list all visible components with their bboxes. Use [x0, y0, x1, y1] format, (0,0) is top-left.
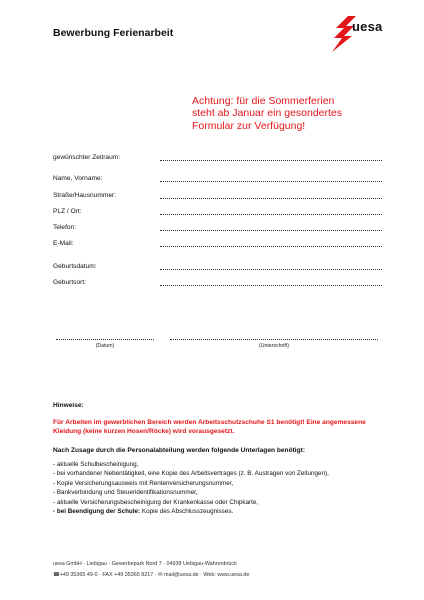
list-item [53, 507, 383, 516]
logo-wordmark: uesa [352, 19, 383, 34]
field-label-telefon: Telefon: [53, 224, 77, 231]
field-input-geburtsdatum[interactable] [160, 269, 382, 270]
date-caption: (Datum) [95, 343, 115, 349]
notice-line: Achtung: für die Sommerferien [192, 95, 335, 107]
list-item: - aktuelle Schulbescheinigung, [53, 461, 139, 468]
safety-shoes-note: Für Arbeiten im gewerblichen Bereich werden Arbeitsschutzschuhe S1 benötigt! Eine angemessene Kleidung (keine kurzen Hosen/Röcke) wird vorausgesetzt. [53, 419, 366, 436]
list-item: - Kopie Versicherungsausweis mit Rentenversicherungsnummer, [53, 479, 234, 487]
date-line[interactable] [56, 339, 154, 340]
field-label-geburtsdatum: Geburtsdatum: [53, 263, 97, 270]
field-label-name: Name, Vorname: [53, 175, 103, 182]
field-label-email: E-Mail: [53, 240, 74, 247]
field-label-geburtsort: Geburtsort: [53, 279, 86, 286]
list-item: - aktuelle Versicherungsbescheinigung der Krankenkasse oder Chipkarte, [53, 498, 259, 506]
required-documents-list [53, 460, 383, 516]
notice-line: steht ab Januar ein gesondertes [192, 107, 343, 120]
signature-caption: (Unterschrift) [259, 343, 289, 349]
document-title: Bewerbung Ferienarbeit [53, 27, 174, 39]
field-input-geburtsort[interactable] [160, 285, 382, 286]
list-item: - bei vorhandener Nebentätigkeit, eine Kopie des Arbeitsvertrages (z. B. Austragen von Zeitungen), [53, 470, 329, 478]
field-input-zeitraum[interactable] [160, 160, 382, 161]
field-label-strasse: Straße/Hausnummer: [53, 192, 117, 199]
documents-heading: Nach Zusage durch die Personalabteilung werden folgende Unterlagen benötigt: [53, 447, 306, 454]
summer-notice [192, 95, 392, 132]
signature-line[interactable] [170, 339, 378, 340]
footer-address: uesa GmbH · Liebigau · Gewerbepark Nord 7 · 04938 Uebigau-Wahrenbrück [53, 561, 237, 567]
field-input-plz-ort[interactable] [160, 214, 382, 215]
hints-heading: Hinweise: [53, 402, 84, 409]
footer-contact: ☎+49 35365 49-0 · FAX +49 35365 8217 · ✉ mail@uesa.de · Web: www.uesa.de [53, 572, 250, 578]
last-doc-rest: Kopie des Abschlusszeugnisses. [140, 508, 234, 516]
field-input-strasse[interactable] [160, 198, 382, 199]
last-doc-prefix: - bei Beendigung der Schule: [53, 508, 141, 516]
field-input-name[interactable] [160, 181, 382, 182]
uesa-logo [330, 14, 394, 54]
field-input-telefon[interactable] [160, 230, 382, 231]
field-label-plz-ort: PLZ / Ort: [53, 208, 82, 215]
field-label-zeitraum: gewünschter Zeitraum: [53, 154, 121, 161]
field-input-email[interactable] [160, 246, 382, 247]
list-item: - Bankverbindung und Steueridentifikationsnummer, [53, 489, 198, 497]
notice-line: Formular zur Verfügung! [192, 119, 306, 132]
